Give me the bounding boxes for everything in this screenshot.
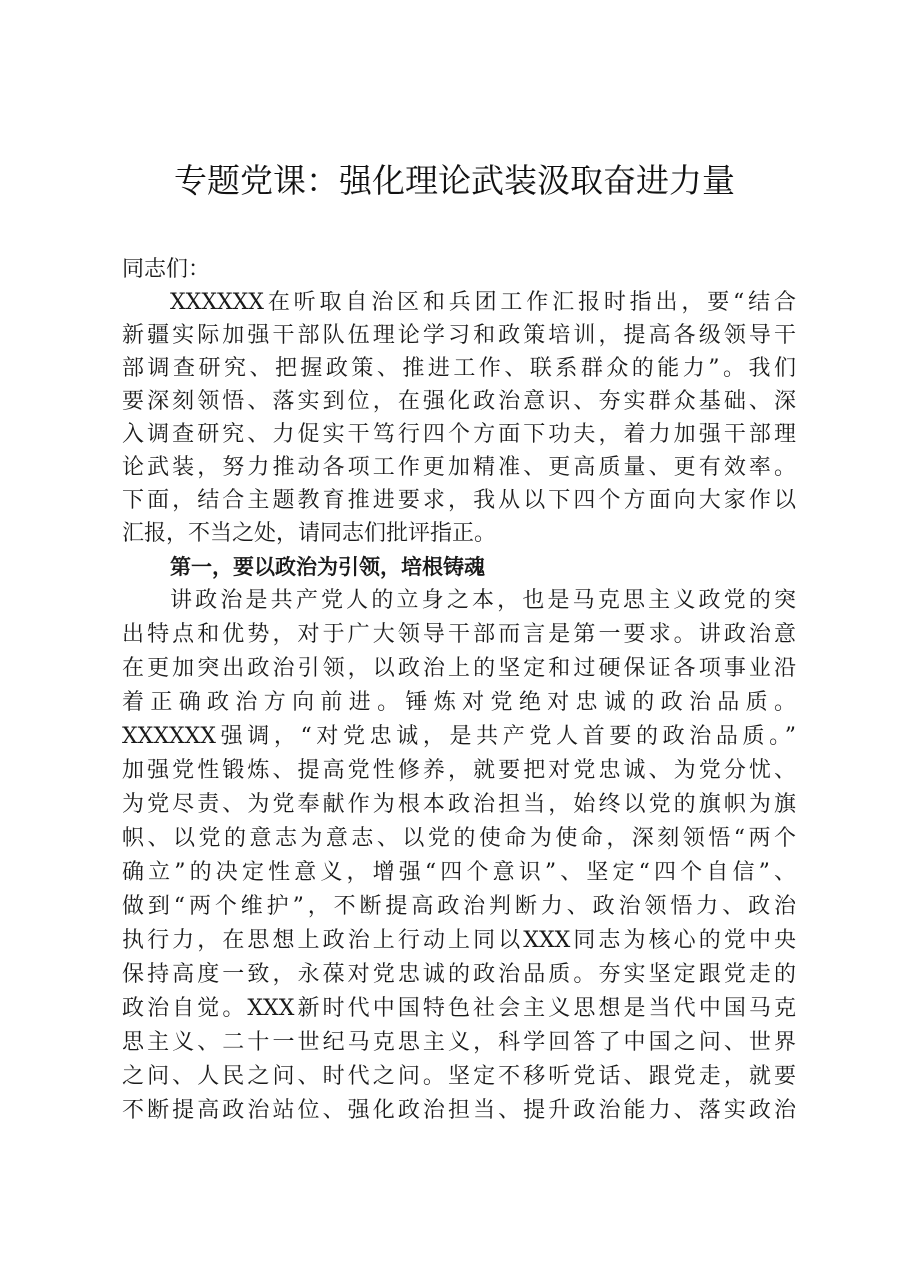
section-line: 之问、人民之问、时代之问。坚定不移听党话、跟党走，就要 [122, 1064, 796, 1089]
intro-line: XXXXXX在听取自治区和兵团工作汇报时指出，要“结合 [170, 290, 796, 315]
section-line: 着正确政治方向前进。锤炼对党绝对忠诚的政治品质。 [122, 690, 796, 715]
section-line: 确立”的决定性意义，增强“四个意识”、坚定“四个自信”、 [122, 860, 796, 885]
intro-line: 部调查研究、把握政策、推进工作、联系群众的能力”。我们 [122, 356, 796, 381]
intro-line: 下面，结合主题教育推进要求，我从以下四个方面向大家作以 [122, 488, 796, 513]
intro-line: 入调查研究、力促实干笃行四个方面下功夫，着力加强干部理 [122, 422, 796, 447]
section-line: 加强党性锻炼、提高党性修养，就要把对党忠诚、为党分忧、 [122, 758, 796, 783]
section-line: 保持高度一致，永葆对党忠诚的政治品质。夯实坚定跟党走的 [122, 962, 796, 987]
intro-line: 要深刻领悟、落实到位，在强化政治意识、夯实群众基础、深 [122, 389, 796, 414]
section-line: 做到“两个维护”，不断提高政治判断力、政治领悟力、政治 [122, 894, 796, 919]
section-line: 政治自觉。XXX新时代中国特色社会主义思想是当代中国马克 [122, 996, 796, 1021]
section-line: 在更加突出政治引领，以政治上的坚定和过硬保证各项事业沿 [122, 656, 796, 681]
section-line: 不断提高政治站位、强化政治担当、提升政治能力、落实政治 [122, 1098, 796, 1123]
section-heading: 第一，要以政治为引领，培根铸魂 [170, 555, 485, 579]
intro-line: 汇报，不当之处，请同志们批评指正。 [122, 521, 497, 546]
salutation: 同志们： [122, 257, 211, 282]
section-line: 出特点和优势，对于广大领导干部而言是第一要求。讲政治意 [122, 622, 796, 647]
section-line: 思主义、二十一世纪马克思主义，科学回答了中国之问、世界 [122, 1030, 796, 1055]
intro-line: 新疆实际加强干部队伍理论学习和政策培训，提高各级领导干 [122, 323, 796, 348]
section-line: XXXXXX强调，“对党忠诚，是共产党人首要的政治品质。” [122, 724, 796, 749]
section-line: 帜、以党的意志为意志、以党的使命为使命，深刻领悟“两个 [122, 826, 796, 851]
section-line: 讲政治是共产党人的立身之本，也是马克思主义政党的突 [170, 588, 796, 613]
section-line: 执行力，在思想上政治上行动上同以XXX同志为核心的党中央 [122, 928, 796, 953]
section-line: 为党尽责、为党奉献作为根本政治担当，始终以党的旗帜为旗 [122, 792, 796, 817]
document-title: 专题党课：强化理论武装汲取奋进力量 [174, 161, 735, 200]
intro-line: 论武装，努力推动各项工作更加精准、更高质量、更有效率。 [122, 455, 796, 480]
